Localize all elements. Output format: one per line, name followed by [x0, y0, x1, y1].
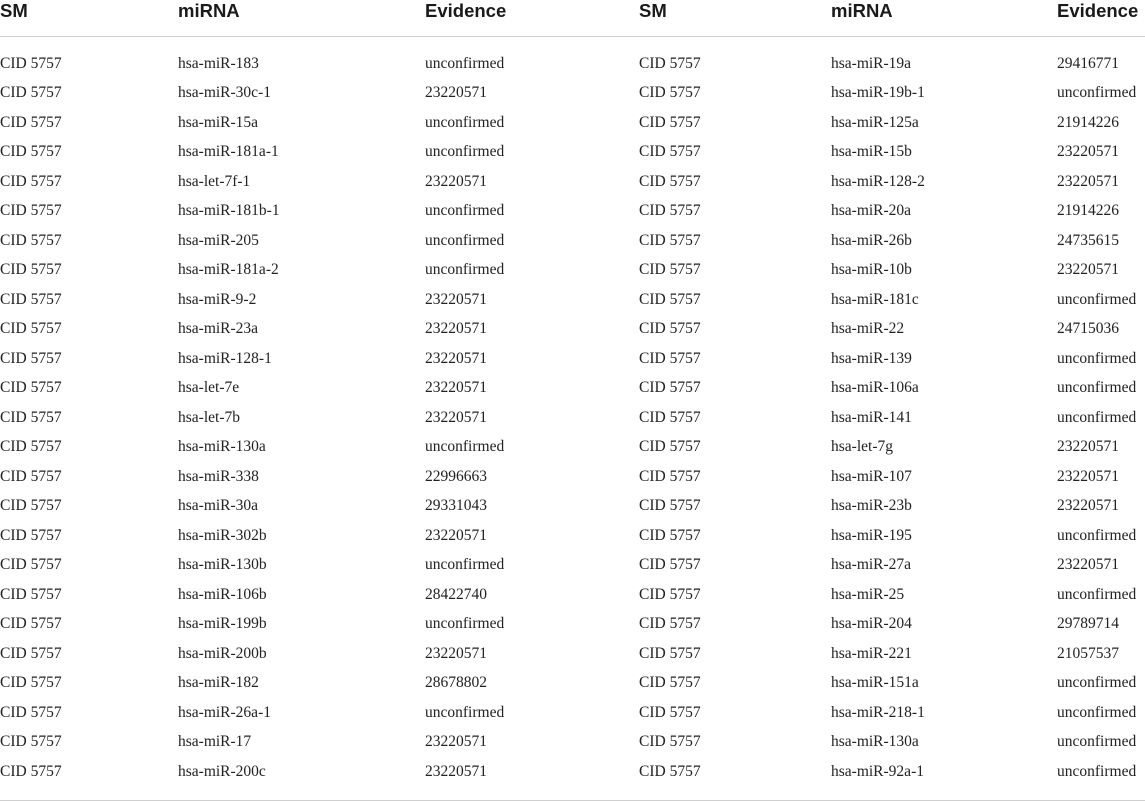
table-row [0, 580, 1145, 610]
table-row [0, 492, 1145, 522]
evidence-cell: 23220571 [425, 84, 487, 102]
sm-cell: CID 5757 [0, 84, 62, 102]
mirna-cell: hsa-miR-195 [831, 526, 912, 544]
sm-cell: CID 5757 [0, 526, 62, 544]
mirna-cell: hsa-miR-181b-1 [178, 202, 280, 220]
evidence-cell: 23220571 [1057, 143, 1119, 161]
table-row [0, 197, 1145, 227]
evidence-cell: unconfirmed [425, 438, 505, 456]
sm-cell: CID 5757 [639, 556, 701, 574]
sm-cell: CID 5757 [0, 762, 62, 780]
table-header [0, 0, 1145, 37]
evidence-cell: 23220571 [1057, 261, 1119, 279]
mirna-cell: hsa-miR-218-1 [831, 703, 925, 721]
sm-cell: CID 5757 [639, 379, 701, 397]
evidence-cell: unconfirmed [425, 231, 505, 249]
evidence-cell: unconfirmed [1057, 408, 1137, 426]
sm-cell: CID 5757 [0, 615, 62, 633]
mirna-cell: hsa-miR-9-2 [178, 290, 257, 308]
sm-cell: CID 5757 [0, 349, 62, 367]
sm-cell: CID 5757 [0, 202, 62, 220]
sm-cell: CID 5757 [0, 674, 62, 692]
mirna-cell: hsa-miR-221 [831, 644, 912, 662]
evidence-cell: 29331043 [425, 497, 487, 515]
table-row [0, 698, 1145, 728]
sm-cell: CID 5757 [639, 261, 701, 279]
mirna-cell: hsa-miR-200c [178, 762, 266, 780]
mirna-cell: hsa-miR-26a-1 [178, 703, 271, 721]
evidence-cell: 23220571 [425, 349, 487, 367]
mirna-cell: hsa-let-7b [178, 408, 240, 426]
table-row [0, 344, 1145, 374]
table-row [0, 669, 1145, 699]
mirna-cell: hsa-miR-10b [831, 261, 912, 279]
mirna-cell: hsa-miR-26b [831, 231, 912, 249]
table-row [0, 138, 1145, 168]
evidence-cell: 23220571 [425, 408, 487, 426]
mirna-cell: hsa-miR-19a [831, 54, 912, 72]
mirna-cell: hsa-miR-183 [178, 54, 259, 72]
mirna-cell: hsa-miR-130a [178, 438, 266, 456]
table-row [0, 108, 1145, 138]
mirna-cell: hsa-miR-200b [178, 644, 267, 662]
evidence-cell: unconfirmed [425, 113, 505, 131]
table-row [0, 610, 1145, 640]
sm-cell: CID 5757 [639, 762, 701, 780]
evidence-cell: 23220571 [425, 644, 487, 662]
sm-cell: CID 5757 [0, 113, 62, 131]
table-body [0, 37, 1145, 787]
mirna-cell: hsa-miR-130a [831, 733, 919, 751]
evidence-cell: 21914226 [1057, 113, 1119, 131]
sm-cell: CID 5757 [639, 202, 701, 220]
mirna-cell: hsa-miR-25 [831, 585, 905, 603]
evidence-cell: 21057537 [1057, 644, 1119, 662]
mirna-cell: hsa-miR-181a-1 [178, 143, 279, 161]
sm-cell: CID 5757 [639, 231, 701, 249]
table-row [0, 285, 1145, 315]
mirna-cell: hsa-miR-338 [178, 467, 259, 485]
sm-cell: CID 5757 [0, 143, 62, 161]
mirna-cell: hsa-miR-130b [178, 556, 267, 574]
sm-cell: CID 5757 [0, 172, 62, 190]
mirna-cell: hsa-miR-23a [178, 320, 259, 338]
table-row [0, 462, 1145, 492]
mirna-cell: hsa-miR-15b [831, 143, 912, 161]
sm-cell: CID 5757 [639, 585, 701, 603]
sm-cell: CID 5757 [639, 54, 701, 72]
sm-cell: CID 5757 [0, 320, 62, 338]
mirna-cell: hsa-miR-302b [178, 526, 267, 544]
sm-cell: CID 5757 [639, 408, 701, 426]
evidence-cell: 23220571 [425, 172, 487, 190]
evidence-cell: 23220571 [1057, 467, 1119, 485]
sm-cell: CID 5757 [639, 84, 701, 102]
mirna-cell: hsa-miR-19b-1 [831, 84, 925, 102]
table-row [0, 315, 1145, 345]
evidence-cell: 23220571 [1057, 556, 1119, 574]
evidence-cell: 23220571 [425, 733, 487, 751]
sm-cell: CID 5757 [639, 290, 701, 308]
mirna-cell: hsa-miR-204 [831, 615, 912, 633]
evidence-cell: unconfirmed [1057, 674, 1137, 692]
mirna-cell: hsa-miR-30c-1 [178, 84, 271, 102]
mirna-cell: hsa-miR-23b [831, 497, 912, 515]
evidence-cell: unconfirmed [1057, 526, 1137, 544]
sm-cell: CID 5757 [0, 467, 62, 485]
sm-cell: CID 5757 [639, 526, 701, 544]
header-row [0, 0, 1145, 37]
header-sm-2: SM [639, 0, 831, 37]
mirna-cell: hsa-miR-199b [178, 615, 267, 633]
evidence-cell: 23220571 [425, 379, 487, 397]
evidence-cell: 28422740 [425, 585, 487, 603]
evidence-cell: unconfirmed [1057, 762, 1137, 780]
table-row [0, 374, 1145, 404]
evidence-cell: 23220571 [1057, 172, 1119, 190]
sm-cell: CID 5757 [639, 497, 701, 515]
table-row [0, 226, 1145, 256]
evidence-cell: 23220571 [425, 290, 487, 308]
sm-cell: CID 5757 [0, 703, 62, 721]
mirna-cell: hsa-miR-141 [831, 408, 912, 426]
evidence-cell: unconfirmed [425, 54, 505, 72]
table-row [0, 37, 1145, 79]
evidence-cell: 23220571 [425, 526, 487, 544]
table-row [0, 551, 1145, 581]
mirna-cell: hsa-let-7g [831, 438, 893, 456]
mirna-cell: hsa-miR-107 [831, 467, 912, 485]
sm-cell: CID 5757 [639, 467, 701, 485]
sm-cell: CID 5757 [639, 349, 701, 367]
evidence-cell: unconfirmed [425, 703, 505, 721]
evidence-cell: unconfirmed [425, 202, 505, 220]
table-row [0, 639, 1145, 669]
sm-cell: CID 5757 [639, 172, 701, 190]
sm-cell: CID 5757 [639, 644, 701, 662]
mirna-cell: hsa-miR-182 [178, 674, 259, 692]
evidence-cell: unconfirmed [425, 556, 505, 574]
evidence-cell: unconfirmed [1057, 733, 1137, 751]
table-row [0, 403, 1145, 433]
evidence-cell: unconfirmed [425, 261, 505, 279]
header-mirna-2: miRNA [831, 0, 1057, 37]
mirna-cell: hsa-miR-151a [831, 674, 919, 692]
mirna-cell: hsa-miR-106b [178, 585, 267, 603]
sm-cell: CID 5757 [0, 497, 62, 515]
evidence-cell: unconfirmed [1057, 585, 1137, 603]
table-row [0, 757, 1145, 787]
table-row [0, 433, 1145, 463]
evidence-cell: unconfirmed [425, 143, 505, 161]
sm-cell: CID 5757 [639, 674, 701, 692]
evidence-cell: 21914226 [1057, 202, 1119, 220]
table-row [0, 256, 1145, 286]
evidence-cell: 23220571 [1057, 497, 1119, 515]
table-row [0, 728, 1145, 758]
mirna-cell: hsa-let-7e [178, 379, 240, 397]
sm-cell: CID 5757 [0, 290, 62, 308]
sm-cell: CID 5757 [639, 143, 701, 161]
header-sm: SM [0, 0, 178, 37]
evidence-cell: 29416771 [1057, 54, 1119, 72]
evidence-cell: 24735615 [1057, 231, 1119, 249]
evidence-cell: 24715036 [1057, 320, 1119, 338]
evidence-cell: 29789714 [1057, 615, 1119, 633]
mirna-cell: hsa-miR-128-2 [831, 172, 925, 190]
mirna-cell: hsa-miR-181c [831, 290, 919, 308]
mirna-cell: hsa-miR-22 [831, 320, 905, 338]
header-evidence-2: Evidence [1057, 0, 1145, 37]
evidence-cell: 23220571 [425, 762, 487, 780]
sm-cell: CID 5757 [0, 644, 62, 662]
evidence-cell: unconfirmed [1057, 84, 1137, 102]
mirna-cell: hsa-miR-20a [831, 202, 912, 220]
sm-cell: CID 5757 [639, 615, 701, 633]
sm-cell: CID 5757 [0, 231, 62, 249]
evidence-cell: unconfirmed [1057, 290, 1137, 308]
evidence-cell: 22996663 [425, 467, 487, 485]
sm-cell: CID 5757 [0, 261, 62, 279]
header-mirna: miRNA [178, 0, 425, 37]
sm-cell: CID 5757 [0, 379, 62, 397]
mirna-cell: hsa-miR-92a-1 [831, 762, 924, 780]
sm-cell: CID 5757 [639, 320, 701, 338]
mirna-cell: hsa-miR-106a [831, 379, 919, 397]
mirna-cell: hsa-miR-27a [831, 556, 912, 574]
sm-cell: CID 5757 [639, 733, 701, 751]
sm-cell: CID 5757 [0, 585, 62, 603]
header-evidence: Evidence [425, 0, 639, 37]
sm-cell: CID 5757 [0, 408, 62, 426]
mirna-cell: hsa-let-7f-1 [178, 172, 251, 190]
evidence-cell: unconfirmed [1057, 349, 1137, 367]
evidence-cell: unconfirmed [425, 615, 505, 633]
table-row [0, 167, 1145, 197]
mirna-cell: hsa-miR-30a [178, 497, 259, 515]
sm-cell: CID 5757 [0, 438, 62, 456]
evidence-cell: 23220571 [425, 320, 487, 338]
sm-cell: CID 5757 [0, 733, 62, 751]
table-row [0, 521, 1145, 551]
mirna-cell: hsa-miR-205 [178, 231, 259, 249]
sm-cell: CID 5757 [639, 703, 701, 721]
sm-cell: CID 5757 [639, 113, 701, 131]
sm-cell: CID 5757 [639, 438, 701, 456]
mirna-cell: hsa-miR-17 [178, 733, 252, 751]
evidence-cell: unconfirmed [1057, 703, 1137, 721]
mirna-cell: hsa-miR-15a [178, 113, 259, 131]
mirna-cell: hsa-miR-125a [831, 113, 919, 131]
mirna-cell: hsa-miR-128-1 [178, 349, 272, 367]
mirna-cell: hsa-miR-181a-2 [178, 261, 279, 279]
mirna-cell: hsa-miR-139 [831, 349, 912, 367]
sm-cell: CID 5757 [0, 54, 62, 72]
table-row [0, 79, 1145, 109]
sm-cell: CID 5757 [0, 556, 62, 574]
evidence-cell: unconfirmed [1057, 379, 1137, 397]
evidence-cell: 23220571 [1057, 438, 1119, 456]
evidence-cell: 28678802 [425, 674, 487, 692]
